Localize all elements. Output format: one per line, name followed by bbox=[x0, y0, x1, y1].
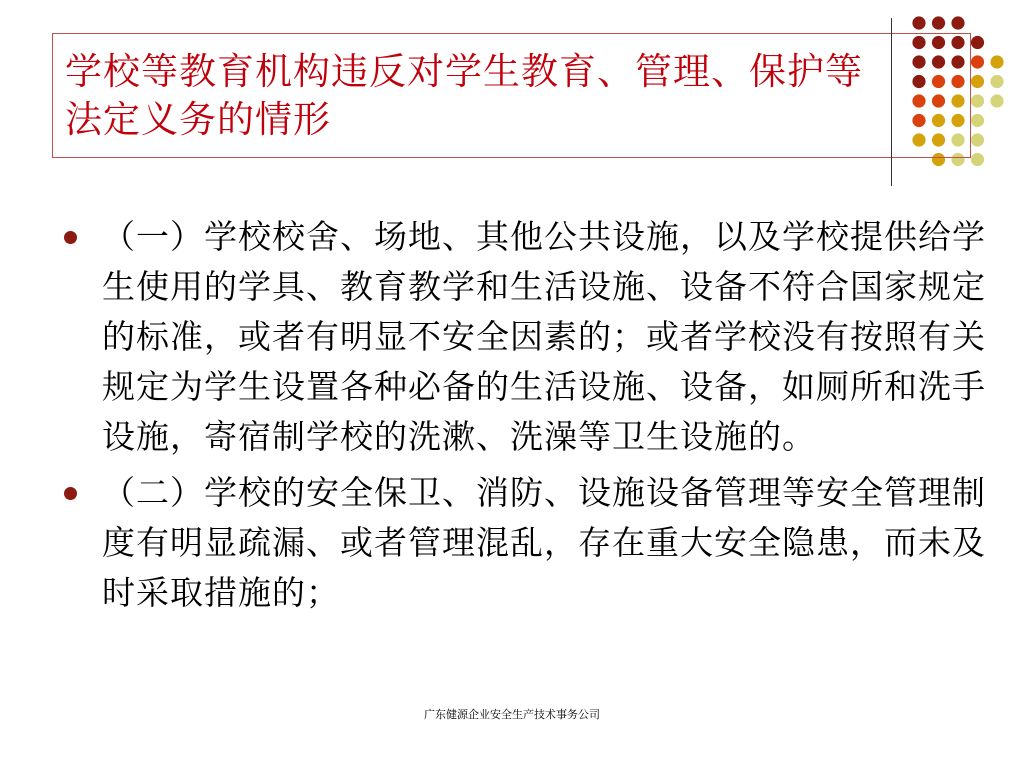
bullet-icon bbox=[64, 487, 77, 500]
decorative-dot bbox=[971, 114, 984, 127]
decorative-dot bbox=[971, 36, 984, 49]
decorative-dot bbox=[971, 75, 984, 88]
footer-company-name: 广东健源企业安全生产技术事务公司 bbox=[424, 708, 600, 721]
decorative-dot bbox=[912, 16, 925, 29]
title-box bbox=[52, 33, 971, 158]
title-divider-line bbox=[891, 18, 892, 186]
decorative-dot bbox=[990, 55, 1003, 68]
bullet-item bbox=[60, 212, 990, 462]
decorative-dot bbox=[932, 16, 945, 29]
bullet-list bbox=[60, 212, 990, 624]
decorative-dot bbox=[971, 94, 984, 107]
bullet-text: （一）学校校舍、场地、其他公共设施，以及学校提供给学生使用的学具、教育教学和生活设施、设备不符合国家规定的标准，或者有明显不安全因素的；或者学校没有按照有关规定为学生设置各种必备的生活设施、设备，如厕所和洗手设施，寄宿制学校的洗漱、洗澡等卫生设施的。 bbox=[102, 217, 986, 456]
bullet-text: （二）学校的安全保卫、消防、设施设备管理等安全管理制度有明显疏漏、或者管理混乱，存在重大安全隐患，而未及时采取措施的； bbox=[102, 473, 986, 612]
bullet-icon bbox=[64, 231, 77, 244]
slide-title: 学校等教育机构违反对学生教育、管理、保护等法定义务的情形 bbox=[65, 50, 863, 141]
decorative-dot bbox=[971, 133, 984, 146]
bullet-item bbox=[60, 468, 990, 618]
decorative-dot bbox=[971, 55, 984, 68]
decorative-dot bbox=[990, 94, 1003, 107]
decorative-dot bbox=[971, 153, 984, 166]
decorative-dot bbox=[990, 75, 1003, 88]
decorative-dot bbox=[951, 16, 964, 29]
